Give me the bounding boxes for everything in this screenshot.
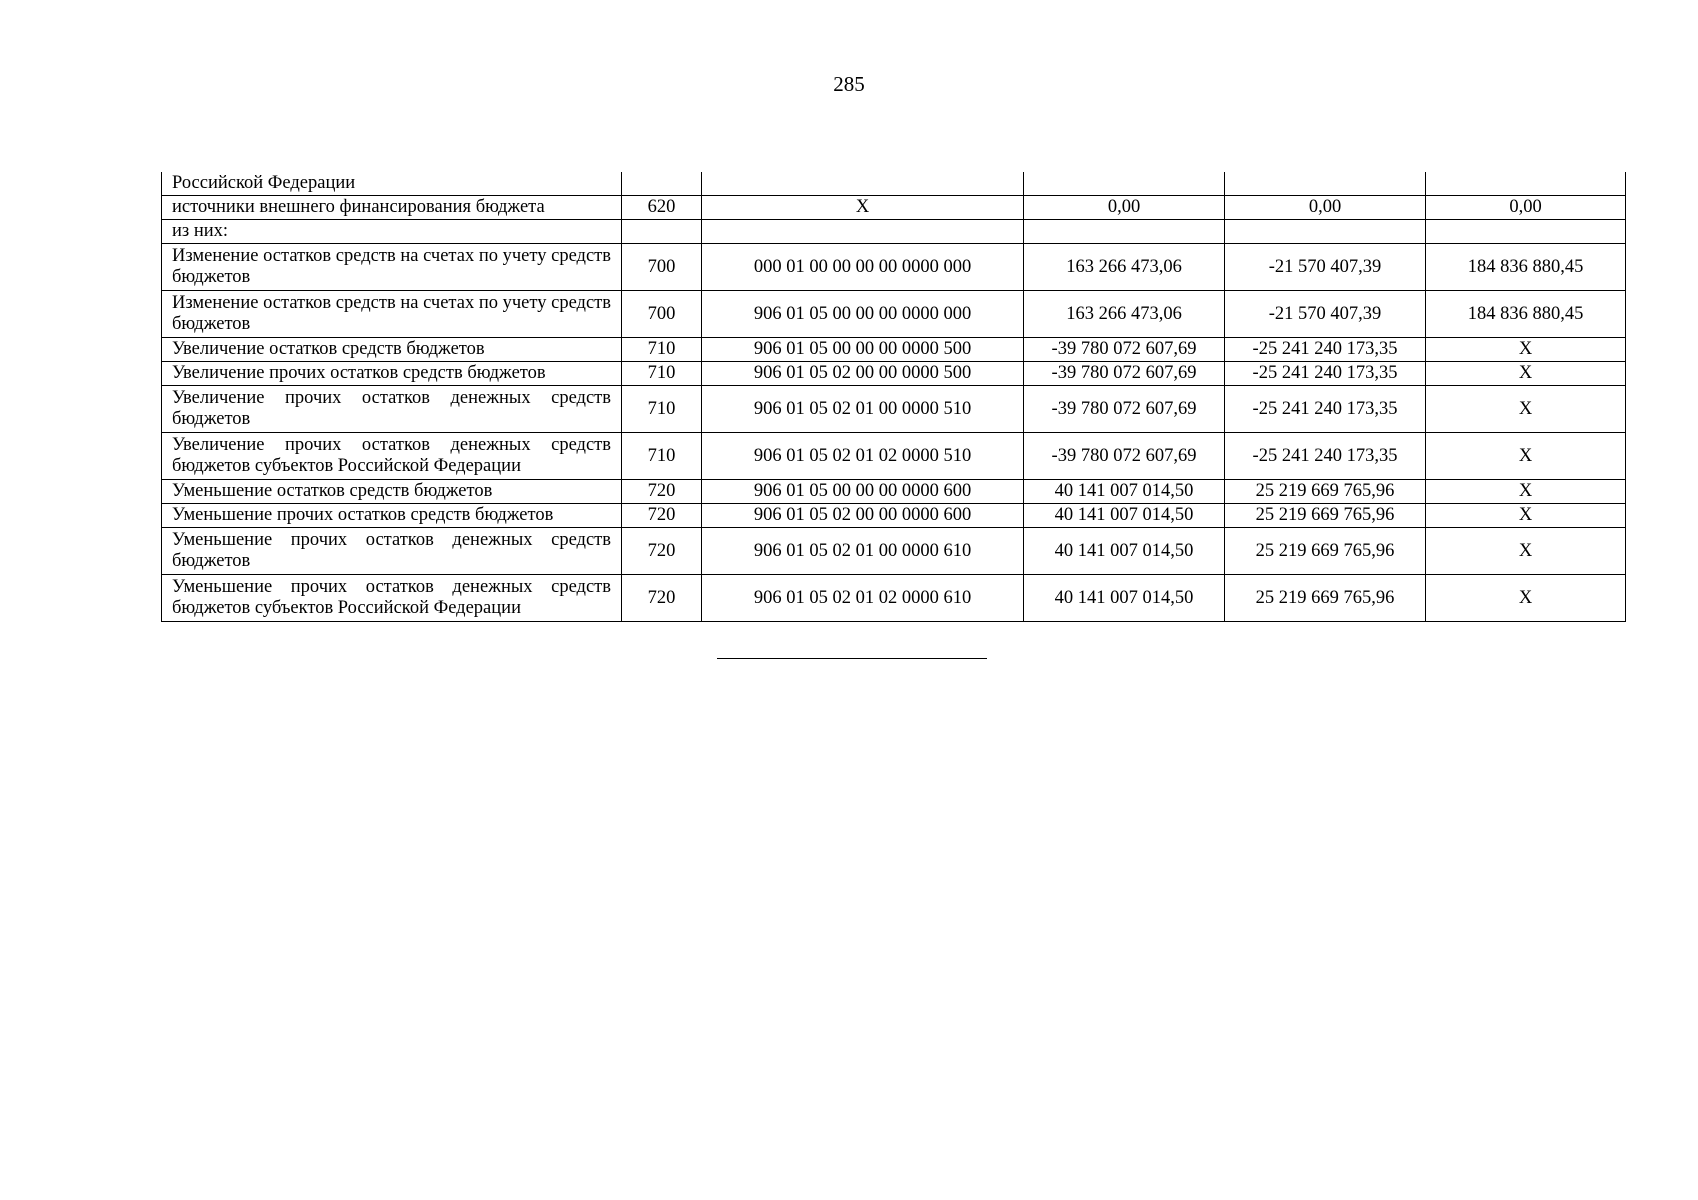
row-value-3-cell: X	[1426, 386, 1626, 433]
row-value-2-cell: -21 570 407,39	[1225, 291, 1426, 338]
row-name-cell: Уменьшение прочих остатков средств бюджетов	[162, 504, 622, 528]
row-value-1-cell	[1024, 220, 1225, 244]
row-value-1-cell: -39 780 072 607,69	[1024, 362, 1225, 386]
row-value-1-cell: -39 780 072 607,69	[1024, 433, 1225, 480]
row-kbk-cell: 906 01 05 02 01 02 0000 510	[702, 433, 1024, 480]
row-value-3-cell: 184 836 880,45	[1426, 244, 1626, 291]
row-name-cell: Уменьшение остатков средств бюджетов	[162, 480, 622, 504]
row-value-3-cell: X	[1426, 528, 1626, 575]
row-code-cell: 620	[622, 196, 702, 220]
row-value-3-cell: X	[1426, 504, 1626, 528]
row-value-2-cell	[1225, 172, 1426, 196]
row-value-3-cell: X	[1426, 362, 1626, 386]
row-kbk-cell	[702, 172, 1024, 196]
row-kbk-cell: 906 01 05 00 00 00 0000 600	[702, 480, 1024, 504]
table-row	[162, 528, 1626, 575]
row-value-3-cell: 184 836 880,45	[1426, 291, 1626, 338]
table-row	[162, 338, 1626, 362]
row-value-2-cell: 25 219 669 765,96	[1225, 504, 1426, 528]
table-row	[162, 480, 1626, 504]
row-value-2-cell: -25 241 240 173,35	[1225, 338, 1426, 362]
row-name-cell: Изменение остатков средств на счетах по учету средств бюджетов	[162, 291, 622, 338]
row-code-cell: 700	[622, 291, 702, 338]
row-value-1-cell: -39 780 072 607,69	[1024, 386, 1225, 433]
row-value-1-cell: 40 141 007 014,50	[1024, 575, 1225, 622]
row-value-3-cell	[1426, 220, 1626, 244]
table-body	[162, 172, 1626, 622]
table-row	[162, 575, 1626, 622]
table-row	[162, 220, 1626, 244]
row-kbk-cell: 906 01 05 02 00 00 0000 500	[702, 362, 1024, 386]
row-value-3-cell: X	[1426, 480, 1626, 504]
row-name-cell: Увеличение остатков средств бюджетов	[162, 338, 622, 362]
row-value-1-cell: 163 266 473,06	[1024, 244, 1225, 291]
table-row	[162, 504, 1626, 528]
row-name-cell: Уменьшение прочих остатков денежных средств бюджетов	[162, 528, 622, 575]
row-kbk-cell	[702, 220, 1024, 244]
row-code-cell: 720	[622, 575, 702, 622]
row-code-cell: 720	[622, 480, 702, 504]
row-value-1-cell: 40 141 007 014,50	[1024, 528, 1225, 575]
table-row	[162, 386, 1626, 433]
table-row	[162, 172, 1626, 196]
row-kbk-cell: 906 01 05 00 00 00 0000 000	[702, 291, 1024, 338]
row-value-1-cell	[1024, 172, 1225, 196]
row-name-cell: Изменение остатков средств на счетах по учету средств бюджетов	[162, 244, 622, 291]
row-value-2-cell: -21 570 407,39	[1225, 244, 1426, 291]
row-value-2-cell: 25 219 669 765,96	[1225, 575, 1426, 622]
row-value-2-cell: 25 219 669 765,96	[1225, 480, 1426, 504]
row-kbk-cell: 906 01 05 00 00 00 0000 500	[702, 338, 1024, 362]
row-name-cell: из них:	[162, 220, 622, 244]
page-number: 285	[833, 72, 865, 96]
row-name-cell: источники внешнего финансирования бюджета	[162, 196, 622, 220]
row-code-cell	[622, 220, 702, 244]
row-kbk-cell: 000 01 00 00 00 00 0000 000	[702, 244, 1024, 291]
row-value-2-cell: -25 241 240 173,35	[1225, 362, 1426, 386]
row-value-2-cell	[1225, 220, 1426, 244]
row-value-1-cell: -39 780 072 607,69	[1024, 338, 1225, 362]
financing-sources-table	[161, 172, 1626, 622]
row-kbk-cell: 906 01 05 02 01 00 0000 510	[702, 386, 1024, 433]
row-value-3-cell: 0,00	[1426, 196, 1626, 220]
row-value-1-cell: 40 141 007 014,50	[1024, 480, 1225, 504]
row-value-2-cell: 0,00	[1225, 196, 1426, 220]
row-name-cell: Российской Федерации	[162, 172, 622, 196]
row-code-cell: 710	[622, 433, 702, 480]
row-value-2-cell: -25 241 240 173,35	[1225, 386, 1426, 433]
row-code-cell: 700	[622, 244, 702, 291]
row-kbk-cell: X	[702, 196, 1024, 220]
row-value-2-cell: -25 241 240 173,35	[1225, 433, 1426, 480]
row-value-3-cell	[1426, 172, 1626, 196]
row-code-cell: 710	[622, 362, 702, 386]
row-kbk-cell: 906 01 05 02 01 00 0000 610	[702, 528, 1024, 575]
table-row	[162, 244, 1626, 291]
row-code-cell: 720	[622, 504, 702, 528]
row-code-cell: 710	[622, 386, 702, 433]
table-row	[162, 362, 1626, 386]
row-code-cell: 710	[622, 338, 702, 362]
row-value-1-cell: 163 266 473,06	[1024, 291, 1225, 338]
row-name-cell: Увеличение прочих остатков денежных средств бюджетов	[162, 386, 622, 433]
row-value-2-cell: 25 219 669 765,96	[1225, 528, 1426, 575]
row-value-3-cell: X	[1426, 575, 1626, 622]
row-name-cell: Увеличение прочих остатков средств бюджетов	[162, 362, 622, 386]
row-code-cell: 720	[622, 528, 702, 575]
row-name-cell: Уменьшение прочих остатков денежных средств бюджетов субъектов Российской Федерации	[162, 575, 622, 622]
row-value-3-cell: X	[1426, 338, 1626, 362]
row-value-1-cell: 0,00	[1024, 196, 1225, 220]
row-name-cell: Увеличение прочих остатков денежных средств бюджетов субъектов Российской Федерации	[162, 433, 622, 480]
row-code-cell	[622, 172, 702, 196]
row-kbk-cell: 906 01 05 02 00 00 0000 600	[702, 504, 1024, 528]
table-row	[162, 291, 1626, 338]
row-kbk-cell: 906 01 05 02 01 02 0000 610	[702, 575, 1024, 622]
row-value-3-cell: X	[1426, 433, 1626, 480]
row-value-1-cell: 40 141 007 014,50	[1024, 504, 1225, 528]
end-of-table-rule	[717, 658, 987, 659]
table-row	[162, 433, 1626, 480]
table-row	[162, 196, 1626, 220]
